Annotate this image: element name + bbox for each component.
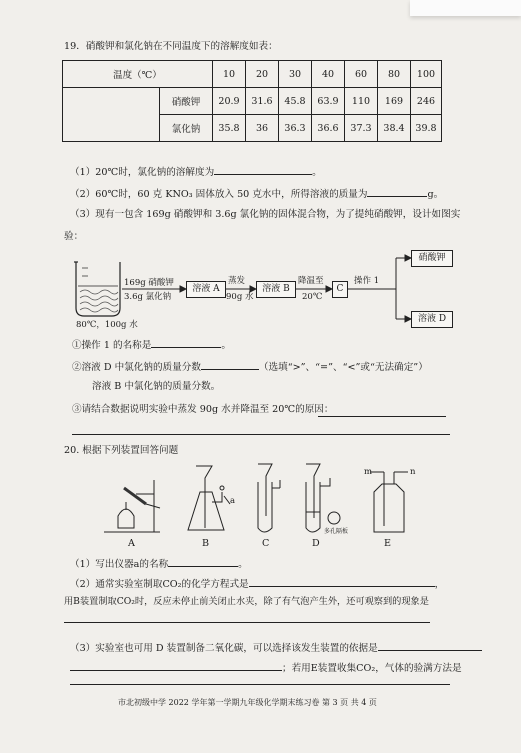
answer-blank[interactable] xyxy=(168,556,238,567)
apparatus-a xyxy=(104,480,160,532)
table-cell: 36.3 xyxy=(279,115,312,142)
table-cell: 80 xyxy=(378,61,411,88)
solution-a-box: 溶液 A xyxy=(186,281,226,298)
paper-fold xyxy=(410,0,521,16)
q19-sub1: ①操作 1 的名称是 。 xyxy=(72,337,231,352)
q20-part3-line2: ；若用E装置收集CO₂，气体的验满方法是 xyxy=(70,660,462,675)
cool-label: 降温至 xyxy=(298,276,324,286)
answer-line[interactable] xyxy=(64,622,430,623)
q19-sub2-line2: 溶液 B 中氯化钠的质量分数。 xyxy=(92,381,221,392)
row-name: 氯化钠 xyxy=(160,115,213,142)
row-name: 硝酸钾 xyxy=(160,88,213,115)
table-cell: 36 xyxy=(246,115,279,142)
answer-line[interactable] xyxy=(70,684,450,685)
solubility-header xyxy=(63,88,160,142)
beaker-icon xyxy=(74,262,120,316)
q19-part3-line2: 验： xyxy=(64,231,84,242)
table-cell: 63.9 xyxy=(312,88,345,115)
answer-line[interactable] xyxy=(72,434,450,435)
cool-temp: 20℃ xyxy=(302,292,323,302)
table-cell: 37.3 xyxy=(345,115,378,142)
apparatus-label-e: E xyxy=(384,538,392,549)
table-cell: 20 xyxy=(246,61,279,88)
table-cell: 30 xyxy=(279,61,312,88)
table-cell: 246 xyxy=(411,88,442,115)
table-cell: 36.6 xyxy=(312,115,345,142)
answer-line[interactable] xyxy=(318,416,446,417)
q20-part2: （2）通常实验室制取CO₂的化学方程式是 ， xyxy=(70,576,444,591)
table-cell: 39.8 xyxy=(411,115,442,142)
table-cell: 60 xyxy=(345,61,378,88)
answer-blank[interactable] xyxy=(367,186,427,197)
q19-part3-line1: （3）现有一包含 169g 硝酸钾和 3.6g 氯化钠的固体混合物，为了提纯硝酸钾，设计如图实 xyxy=(70,209,461,220)
q19-part1: （1）20℃时，氯化钠的溶解度为 。 xyxy=(70,164,322,179)
table-cell: 20.9 xyxy=(213,88,246,115)
table-cell: 45.8 xyxy=(279,88,312,115)
table-cell: 40 xyxy=(312,61,345,88)
answer-blank[interactable] xyxy=(214,164,312,175)
answer-blank[interactable] xyxy=(70,660,282,671)
apparatus-d xyxy=(306,464,340,532)
apparatus-label-a: A xyxy=(128,538,135,549)
q19-title: 19．硝酸钾和氯化钠在不同温度下的溶解度如表： xyxy=(64,41,278,52)
solubility-table xyxy=(62,60,442,142)
table-cell: 10 xyxy=(213,61,246,88)
page-footer: 市北初级中学 2022 学年第一学期九年级化学期末练习卷 第 3 页 共 4 页 xyxy=(118,698,377,707)
operation-1-label: 操作 1 xyxy=(354,276,380,286)
beaker-label: 80℃，100g 水 xyxy=(76,320,138,330)
evap-amount: 90g 水 xyxy=(226,292,254,302)
label-a: a xyxy=(230,496,236,506)
table-cell: 35.8 xyxy=(213,115,246,142)
q20-part3: （3）实验室也可用 D 装置制备二氧化碳，可以选择该发生装置的依据是 xyxy=(70,640,482,655)
answer-blank[interactable] xyxy=(201,359,259,370)
table-cell: 169 xyxy=(378,88,411,115)
apparatus-c xyxy=(258,464,280,532)
apparatus-figure xyxy=(0,458,521,540)
apparatus-b xyxy=(188,466,230,530)
q19-sub2: ②溶液 D 中氯化钠的质量分数 （选填“>”、“=”、“<”或“无法确定”） xyxy=(72,359,428,374)
table-row xyxy=(63,88,442,115)
kno3-box: 硝酸钾 xyxy=(411,250,453,267)
answer-blank[interactable] xyxy=(378,640,482,651)
table-row xyxy=(63,61,442,88)
mixture-line1: 169g 硝酸钾 xyxy=(124,278,174,288)
q20-part2-line2: 用B装置制取CO₂时，反应未停止前关闭止水夹，除了有气泡产生外，还可观察到的现象是 xyxy=(64,596,429,607)
table-cell: 38.4 xyxy=(378,115,411,142)
solution-d-box: 溶液 D xyxy=(411,311,453,328)
table-cell: 100 xyxy=(411,61,442,88)
solution-b-box: 溶液 B xyxy=(256,281,296,298)
mixture-line2: 3.6g 氯化钠 xyxy=(124,292,172,302)
answer-blank[interactable] xyxy=(151,337,221,348)
temp-header: 温度（℃） xyxy=(63,61,213,88)
apparatus-label-d: D xyxy=(312,538,320,549)
answer-blank[interactable] xyxy=(249,576,435,587)
q19-part2: （2）60℃时，60 克 KNO₃ 固体放入 50 克水中，所得溶液的质量为 g。 xyxy=(70,186,443,201)
table-cell: 110 xyxy=(345,88,378,115)
apparatus-label-b: B xyxy=(202,538,210,549)
q20-part1: （1）写出仪器a的名称 。 xyxy=(70,556,248,571)
apparatus-e xyxy=(370,472,408,532)
table-cell: 31.6 xyxy=(246,88,279,115)
label-m: m xyxy=(364,467,373,477)
evap-label: 蒸发 xyxy=(228,276,246,286)
porous-plate-caption: 多孔隔板 xyxy=(324,528,349,535)
q20-title: 20. 根据下列装置回答问题 xyxy=(64,445,179,456)
label-n: n xyxy=(410,467,416,477)
apparatus-label-c: C xyxy=(262,538,270,549)
c-box: C xyxy=(332,281,348,298)
q19-sub3: ③请结合数据说明实验中蒸发 90g 水并降温至 20℃的原因： xyxy=(72,404,334,415)
